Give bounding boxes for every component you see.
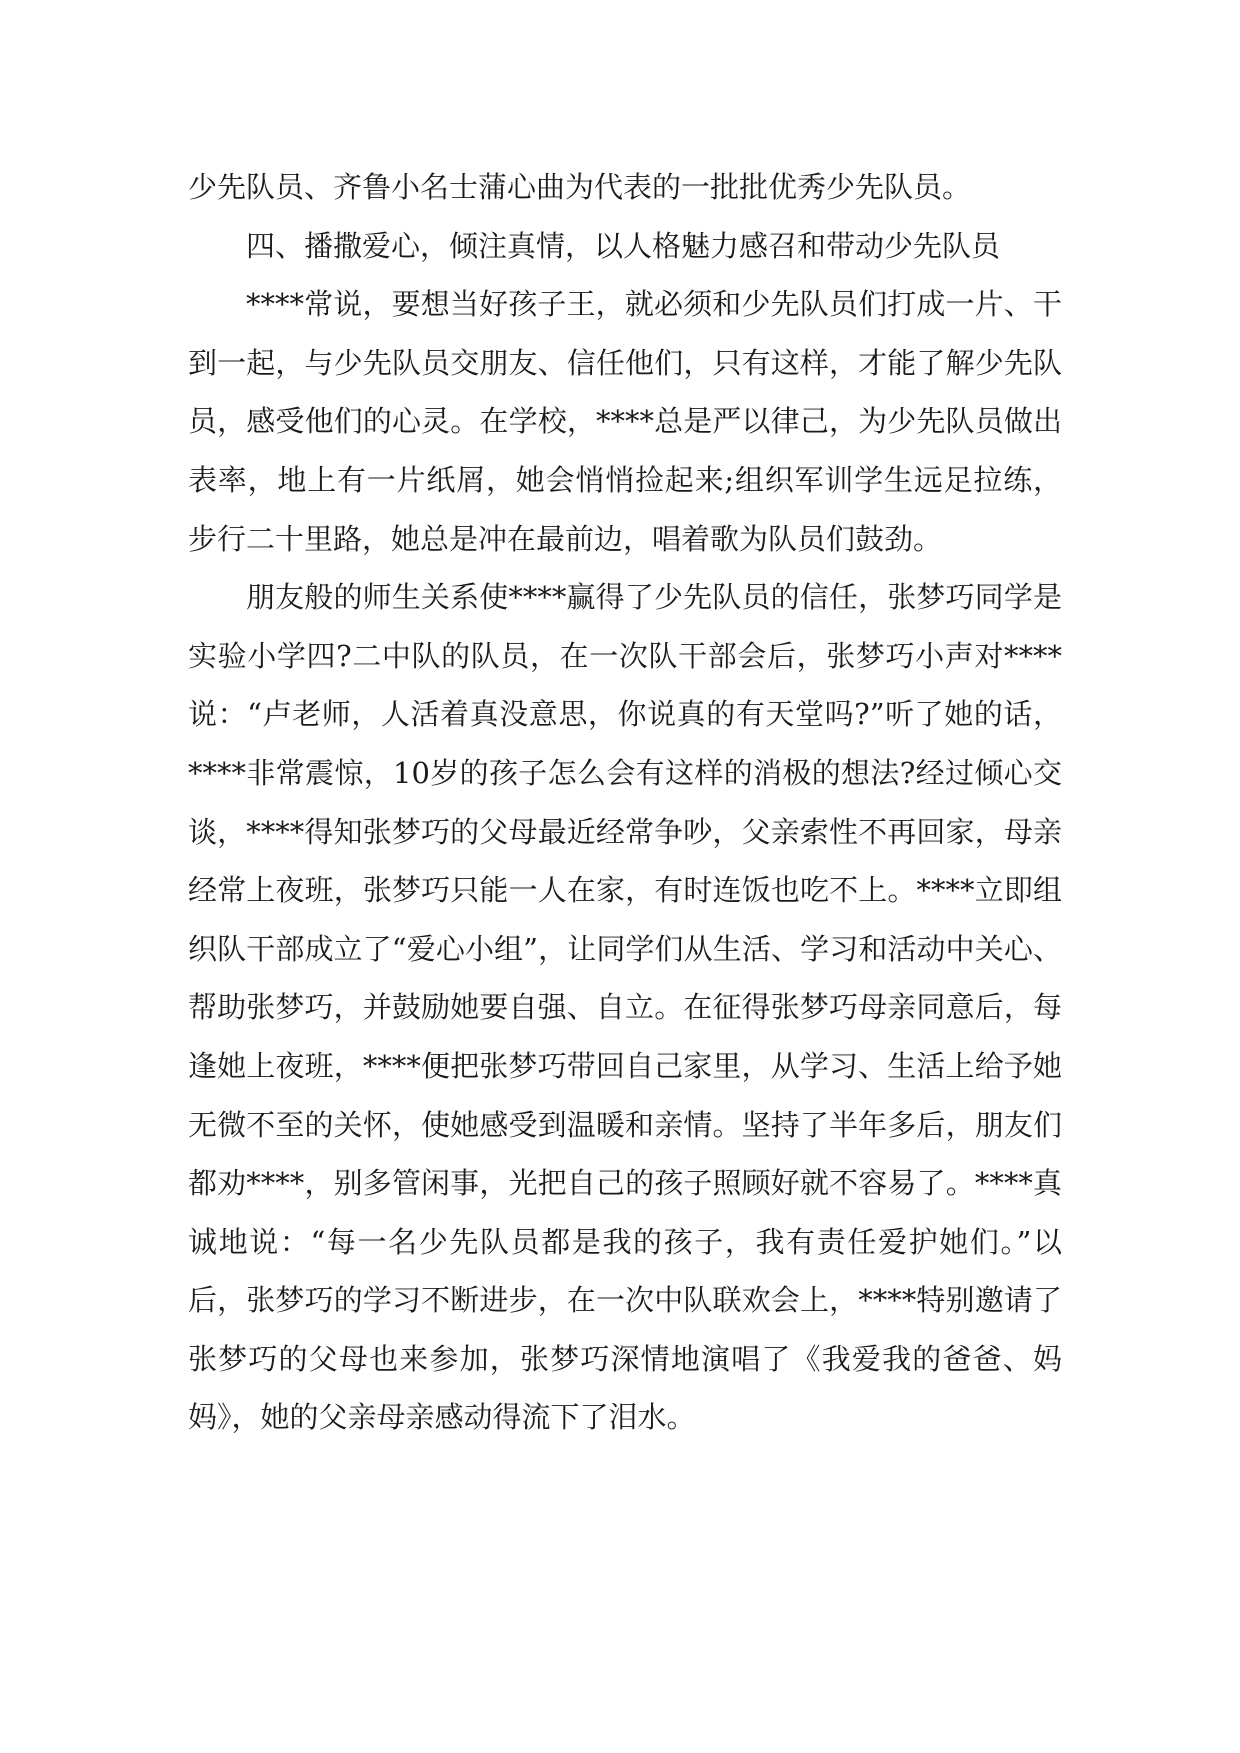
paragraph-body: 朋友般的师生关系使****赢得了少先队员的信任，张梦巧同学是实验小学四?二中队的队员，在一次队干部会后，张梦巧小声对****说：“卢老师，人活着真没意思，你说真的有天堂吗?”听了她的话，****非常震惊，10岁的孩子怎么会有这样的消极的想法?经过倾心交谈，****得知张梦巧的父母最近经常争吵，父亲索性不再回家，母亲经常上夜班，张梦巧只能一人在家，有时连饭也吃不上。****立即组织队干部成立了“爱心小组”，让同学们从生活、学习和活动中关心、帮助张梦巧，并鼓励她要自强、自立。在征得张梦巧母亲同意后，每逢她上夜班，****便把张梦巧带回自己家里，从学习、生活上给予她无微不至的关怀，使她感受到温暖和亲情。坚持了半年多后，朋友们都劝****，别多管闲事，光把自己的孩子照顾好就不容易了。****真诚地说：“每一名少先队员都是我的孩子，我有责任爱护她们。”以后，张梦巧的学习不断进步，在一次中队联欢会上，****特别邀请了张梦巧的父母也来参加，张梦巧深情地演唱了《我爱我的爸爸、妈妈》，她的父亲母亲感动得流下了泪水。 bbox=[188, 580, 1062, 1435]
paragraph-continuation: 少先队员、齐鲁小名士蒲心曲为代表的一批批优秀少先队员。 bbox=[188, 170, 972, 204]
section-heading: 四、播撒爱心，倾注真情，以人格魅力感召和带动少先队员 bbox=[246, 228, 1001, 263]
document-body bbox=[188, 158, 1062, 1447]
paragraph-body: ****常说，要想当好孩子王，就必须和少先队员们打成一片、干到一起，与少先队员交朋友、信任他们，只有这样，才能了解少先队员，感受他们的心灵。在学校，****总是严以律己，为少先队员做出表率，地上有一片纸屑，她会悄悄捡起来;组织军训学生远足拉练，步行二十里路，她总是冲在最前边，唱着歌为队员们鼓劲。 bbox=[188, 287, 1062, 556]
